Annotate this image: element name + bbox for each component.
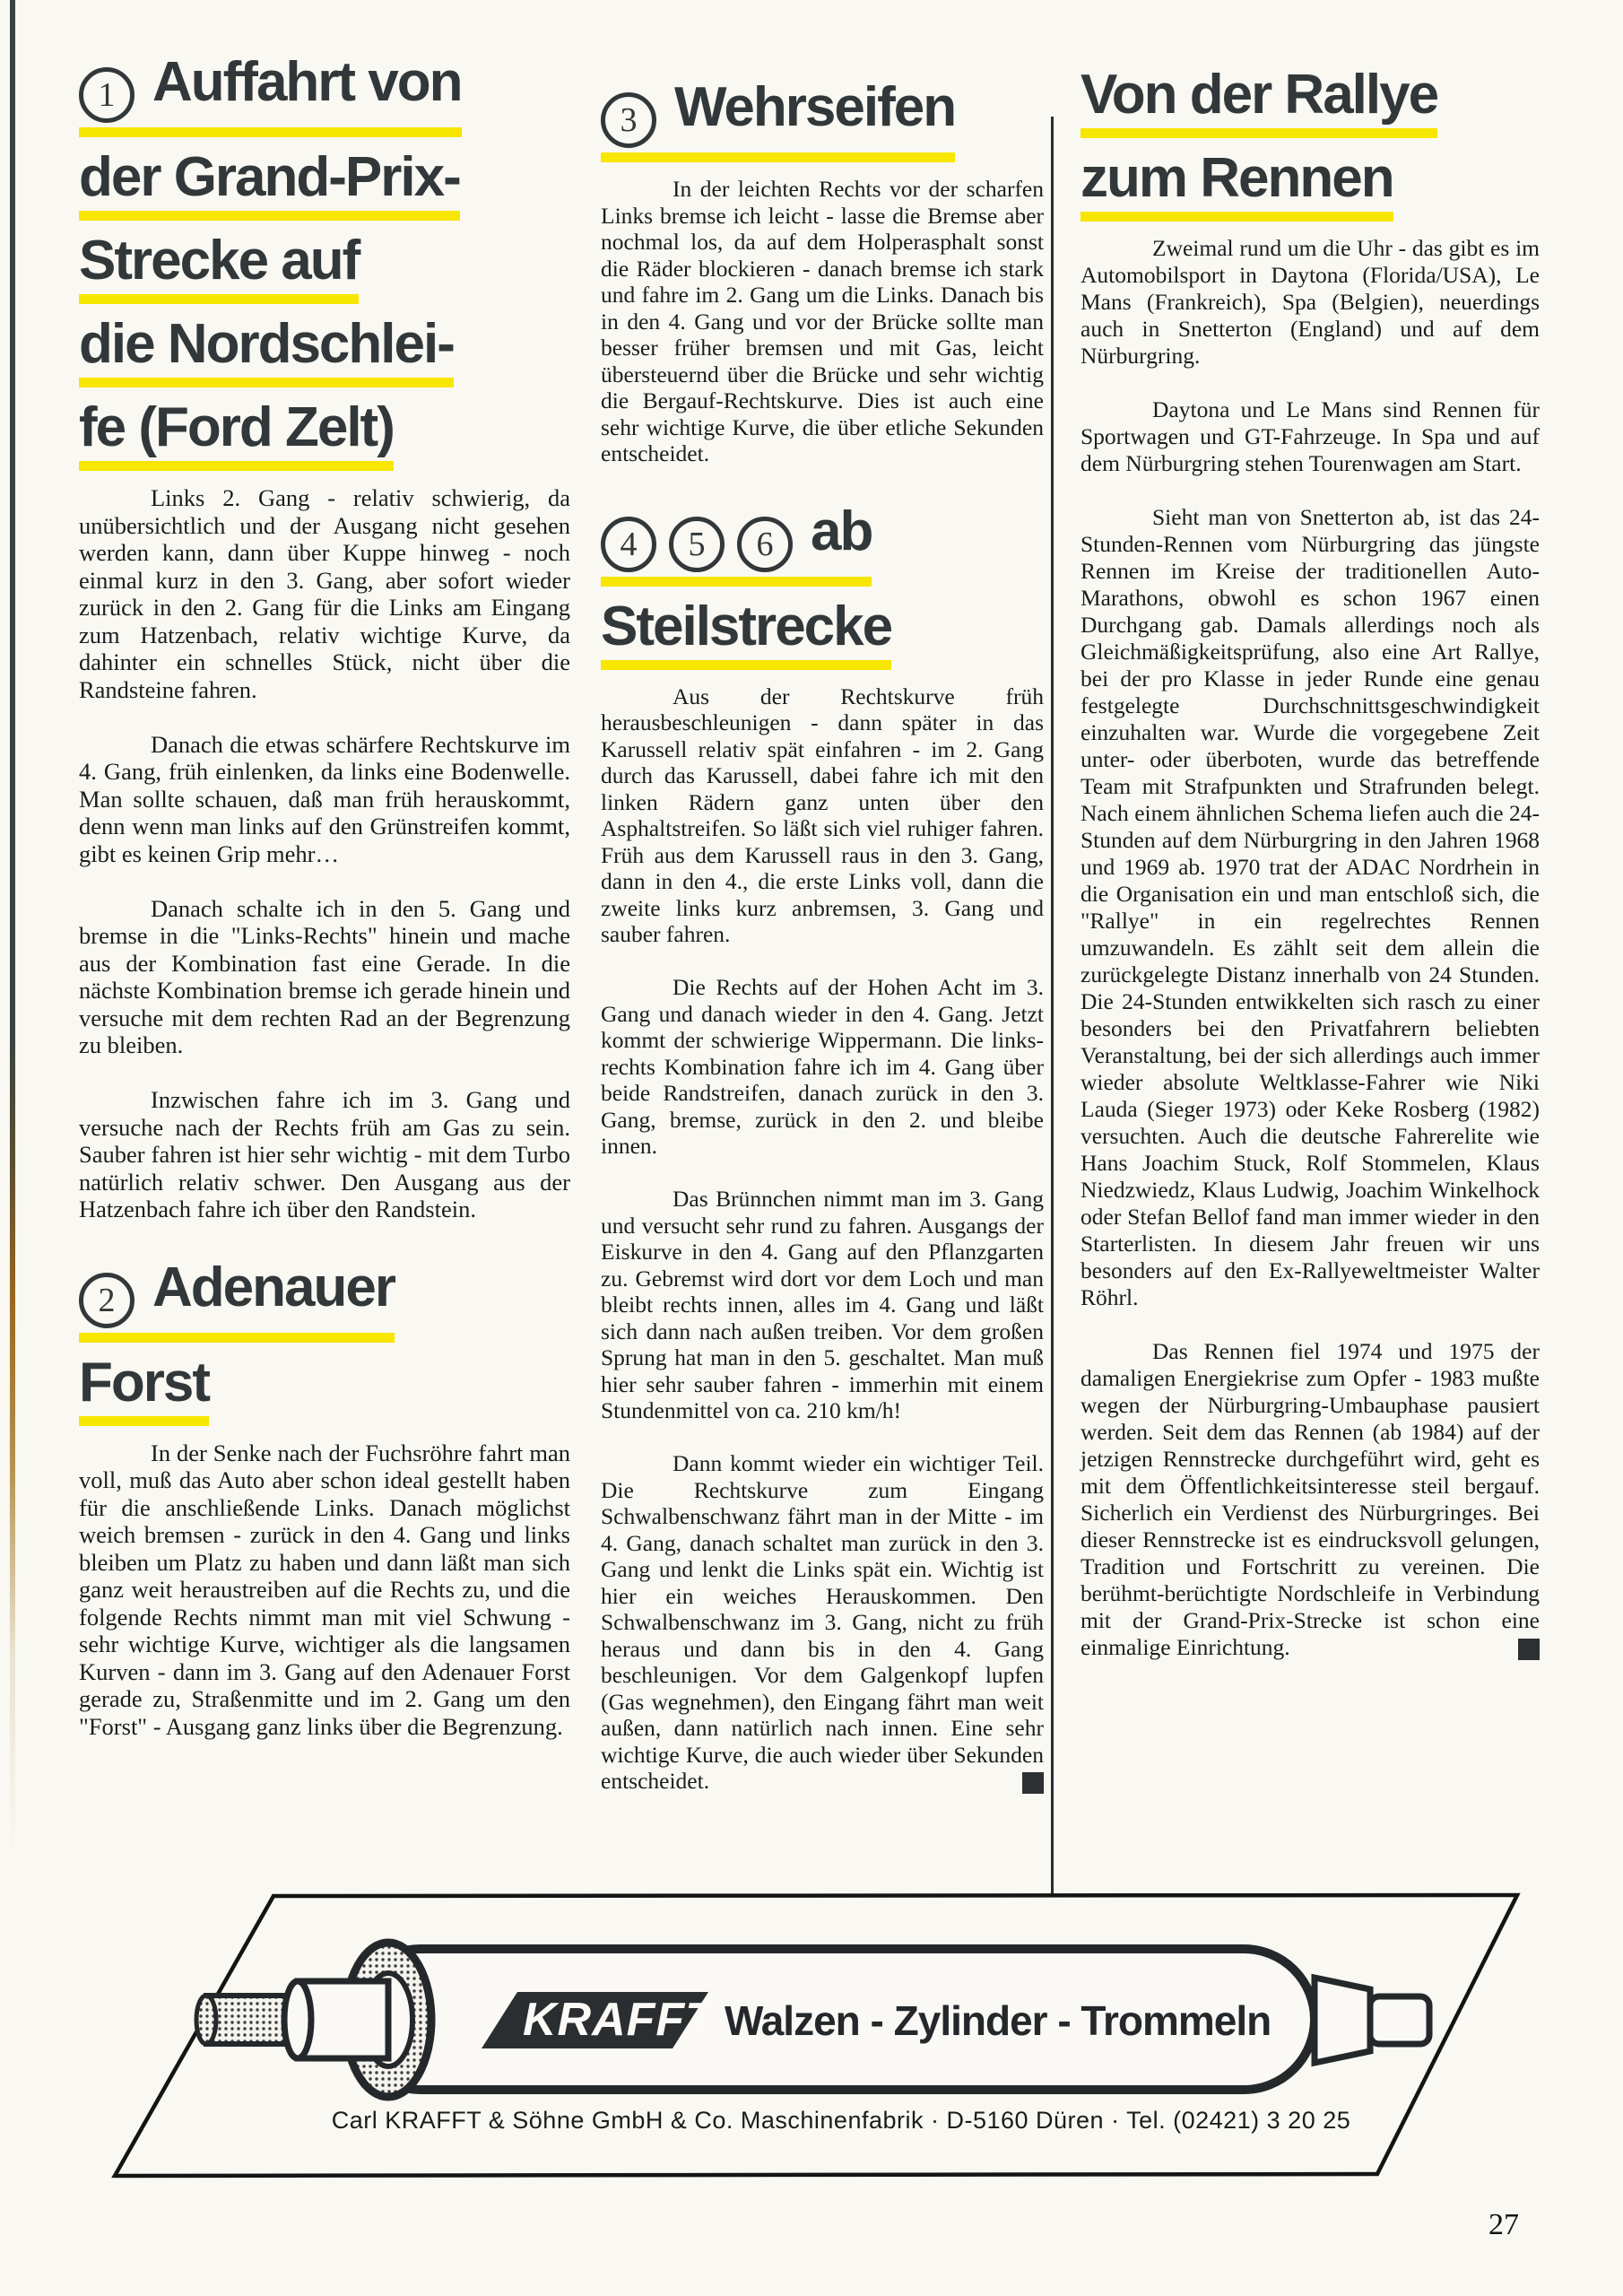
article-paragraph: Links 2. Gang - relativ schwierig, da unübersichtlich und der Ausgang nicht gesehen werden kann, dann über Kuppe hinweg - noch einmal kurz in den 3. Gang, aber sofort wieder zurück in den 2. Gang für die Links am Eingang zum Hatzenbach, relativ wichtige Kurve, da dahinter ein schnelles Stück, nicht über die Randsteine fahren.	[79, 484, 570, 703]
headline-line-text: Steilstrecke	[601, 598, 891, 670]
headline-line	[601, 595, 1044, 670]
circled-number-icon: 3	[601, 92, 656, 148]
article-paragraph: Aus der Rechtskurve früh herausbeschleunigen - dann später in das Karussell relativ spät einfahren - im 2. Gang durch das Karussell, dabei fahre ich mit den linken Rädern ganz unten über den Asphaltstreifen. So läßt sich viel ruhiger fahren. Früh aus dem Karussell raus in den 3. Gang, dann in den 4., die erste Links voll, dann die zweite links kurz anbremsen, 3. Gang und sauber fahren.	[601, 683, 1044, 947]
circled-number-icon: 1	[79, 67, 135, 123]
krafft-advertisement	[54, 1888, 1569, 2197]
ad-company-line: Carl KRAFFT & Söhne GmbH & Co. Maschinenfabrik · D-5160 Düren · Tel. (02421) 3 20 25	[331, 2107, 1351, 2134]
article-paragraph: Sieht man von Snetterton ab, ist das 24-Stunden-Rennen vom Nürburgring das jüngste Rennen im Kreise der traditionellen Auto-Marathons, obwohl es schon 1967 einen Durchgang gab. Damals allerdings noch als Gleichmäßigkeitsprüfung, also eine Art Rallye, bei der pro Klasse in jeder Runde eine genau festgelegte Durchschnittsgeschwindigkeit einzuhalten war. Wurde die vorgegebene Zeit unter- oder überboten, wurde das betreffende Team mit Strafpunkten und Strafrunden belegt. Nach einem ähnlichen Schema liefen auch die 24-Stunden auf dem Nürburgring in den Jahren 1968 und 1969 ab. 1970 trat der ADAC Nordrhein in die Organisation ein und man entschloß sich, die "Rallye" in ein regelrechtes Rennen umzuwandeln. Es zählt seit dem allein die zurückgelegte Distanz innerhalb von 24 Stunden. Die 24-Stunden entwikkelten sich rasch zu einer besonders bei den Privatfahrern beliebten Veranstaltung, bei der sich allerdings auch immer wieder absolute Weltklasse-Fahrer wie Niki Lauda (Sieger 1973) oder Keke Rosberg (1982) versuchten. Auch die deutsche Fahrerelite wie Hans Joachim Stuck, Rolf Stommelen, Klaus Niedzwiedz, Klaus Ludwig, Joachim Winkelhock oder Stefan Bellof fand man immer wieder in den Starterlisten. In diesem Jahr freuen wir uns besonders auf den Ex-Rallyeweltmeister Walter Röhrl.	[1081, 504, 1540, 1310]
column-wehrseifen-steilstrecke	[601, 54, 1044, 1795]
article-end-marker	[1518, 1639, 1540, 1660]
headline-line-text: 1 Auffahrt von	[79, 54, 462, 137]
section-headline	[601, 76, 1044, 162]
article-paragraph: In der leichten Rechts vor der scharfen Links bremse ich leicht - lasse die Bremse aber nochmal los, da auf dem Holperasphalt sonst die Räder blockieren - danach bremse ich stark und fahre im 2. Gang um die Links. Danach bis in den 4. Gang und vor der Brücke sollte man besser früher bremsen und mit Gas, leicht übersteuernd über die Brücke und sehr wichtig die Bergauf-Rechtskurve. Dies ist auch eine sehr wichtige Kurve, die über etliche Sekunden entscheidet.	[601, 176, 1044, 466]
page-number: 27	[1488, 2208, 1519, 2241]
section-headline	[79, 54, 570, 471]
headline-line-text: 4 5 6 ab	[601, 503, 872, 587]
krafft-logo-text: KRAFFT	[523, 1994, 715, 2046]
article-paragraph: Die Rechts auf der Hohen Acht im 3. Gang und danach wieder in den 4. Gang. Jetzt kommt der schwierige Wippermann. Die links-rechts Kombination fahre ich im 4. Gang über beide Randstreifen, danach zurück in den 3. Gang, bremse, zurück in den 2. und bleibe innen.	[601, 974, 1044, 1159]
left-hub-cap	[284, 1981, 311, 2058]
headline-line	[79, 54, 570, 137]
headline-line-text: Strecke auf	[79, 232, 359, 304]
circled-number-icon: 2	[79, 1273, 135, 1328]
article-body	[79, 484, 570, 1223]
left-axle-tip	[196, 1996, 216, 2044]
ad-products-text: Walzen - Zylinder - Trommeln	[725, 1997, 1271, 2044]
section-headline	[601, 500, 1044, 670]
headline-line-text: 2 Adenauer	[79, 1259, 395, 1343]
headline-line-text: der Grand-Prix-	[79, 149, 460, 221]
headline-line-text: die Nordschlei-	[79, 316, 454, 387]
article-paragraph: Inzwischen fahre ich im 3. Gang und versuche nach der Rechts früh am Gas zu sein. Sauber fahren ist hier sehr wichtig - mit dem Turbo natürlich relativ schwer. Den Ausgang aus der Hatzenbach fahre ich über den Randstein.	[79, 1086, 570, 1222]
circled-number-icon: 6	[737, 517, 793, 572]
article-columns	[0, 54, 1623, 1897]
headline-line-text: zum Rennen	[1081, 150, 1393, 222]
headline-line	[79, 1351, 570, 1426]
article-paragraph: Dann kommt wieder ein wichtiger Teil. Die Rechtskurve zum Eingang Schwalbenschwanz fährt man in der Mitte - im 4. Gang, danach schaltet man zurück in den 3. Gang und lenkt die Links spät ein. Wichtig ist hier ein weiches Herauskommen. Den Schwalbenschwanz im 3. Gang, nicht zu früh heraus und dann bis in den 4. Gang beschleunigen. Vor dem Galgenkopf lupfen (Gas wegnehmen), den Eingang fährt man weit außen, dann natürlich nach innen. Eine sehr wichtige Kurve, die auch wieder über Sekunden entscheidet.	[601, 1450, 1044, 1794]
article-end-marker	[1022, 1772, 1044, 1794]
headline-line-text: Von der Rallye	[1081, 66, 1437, 138]
article-paragraph: Danach die etwas schärfere Rechtskurve im 4. Gang, früh einlenken, da links eine Bodenwelle. Man sollte schauen, daß man früh herauskommt, denn wenn man links auf den Grünstreifen kommt, gibt es keinen Grip mehr…	[79, 730, 570, 867]
article-paragraph: Daytona und Le Mans sind Rennen für Sportwagen und GT-Fahrzeuge. In Spa und auf dem Nürburgring stehen Tourenwagen am Start.	[1081, 396, 1540, 476]
section-headline	[1081, 66, 1540, 222]
column-auffahrt-adenauer	[79, 54, 570, 1740]
headline-line	[79, 1256, 570, 1343]
article-body	[601, 176, 1044, 467]
article-paragraph: Das Rennen fiel 1974 und 1975 der damaligen Energiekrise zum Opfer - 1983 mußte wegen der Nürburgring-Umbauphase pausiert werden. Seit dem das Rennen (ab 1984) auf der jetzigen Rennstrecke durchgeführt wird, geht es mit dem Öffentlichkeitsinteresse steil bergauf. Sicherlich ein Verdienst des Nürburgringes. Bei dieser Rennstrecke ist es eindrucksvoll gelungen, Tradition und Fortschritt zu vereinen. Die berühmt-berüchtigte Nordschleife in Verbindung mit der Grand-Prix-Strecke ist schon eine einmalige Einrichtung.	[1081, 1338, 1540, 1660]
headline-line	[601, 500, 1044, 587]
article-body	[79, 1439, 570, 1741]
article-paragraph: Das Brünnchen nimmt man im 3. Gang und versucht sehr rund zu fahren. Ausgangs der Eiskurve in den 4. Gang auf den Pflanzgarten zu. Gebremst wird dort vor dem Loch und man bleibt rechts innen, alles im 4. Gang und läßt sich dann nach außen treiben. Vor dem großen Sprung hat man in den 5. geschaltet. Man muß hier sehr sauber fahren - immerhin mit einem Stundenmittel von ca. 210 km/h!	[601, 1186, 1044, 1423]
article-section	[79, 1256, 570, 1741]
article-paragraph: Danach schalte ich in den 5. Gang und bremse in die "Links-Rechts" hinein und mache aus der Kombination fast eine Gerade. In die nächste Kombination bremse ich gerade hinein und versuche mit dem rechten Rad an der Begrenzung zu bleiben.	[79, 894, 570, 1058]
headline-line	[79, 232, 570, 304]
headline-line	[79, 313, 570, 387]
headline-line	[79, 146, 570, 221]
circled-number-icon: 5	[669, 517, 725, 572]
article-paragraph: Zweimal rund um die Uhr - das gibt es im Automobilsport in Daytona (Florida/USA), Le Mans (Frankreich), Spa (Belgien), neuerdings auch in Snetterton (England) und auf dem Nürburgring.	[1081, 235, 1540, 369]
headline-line	[79, 396, 570, 471]
article-body	[1081, 235, 1540, 1661]
headline-line-text: 3 Wehrseifen	[601, 79, 955, 162]
headline-line	[1081, 147, 1540, 222]
headline-line-text: fe (Ford Zelt)	[79, 399, 394, 471]
article-section	[1081, 66, 1540, 1661]
section-headline	[79, 1256, 570, 1426]
right-axle-step	[1315, 1978, 1370, 2063]
article-section	[601, 76, 1044, 467]
circled-number-icon: 4	[601, 517, 656, 572]
headline-line	[601, 76, 1044, 162]
article-section	[79, 54, 570, 1223]
headline-line	[1081, 66, 1540, 138]
article-paragraph: In der Senke nach der Fuchsröhre fahrt man voll, muß das Auto aber schon ideal gestellt haben für die anschließende Links. Danach möglichst weich bremsen - zurück in den 4. Gang und links bleiben um Platz zu haben und dann läßt man sich ganz weit heraustreiben auf die Rechts zu, und die folgende Rechts nimmt man mit viel Schwung - sehr wichtige Kurve, wichtiger als die langsamen Kurven - dann im 3. Gang auf den Adenauer Forst gerade zu, Straßenmitte und im 2. Gang um den "Forst" - Ausgang ganz links über die Begrenzung.	[79, 1439, 570, 1740]
column-rallye-rennen	[1081, 54, 1540, 1661]
article-section	[601, 500, 1044, 1795]
column-divider-rule	[1051, 117, 1054, 1897]
right-axle-knob	[1370, 1996, 1429, 2044]
headline-line-text: Forst	[79, 1354, 209, 1426]
article-body	[601, 683, 1044, 1795]
